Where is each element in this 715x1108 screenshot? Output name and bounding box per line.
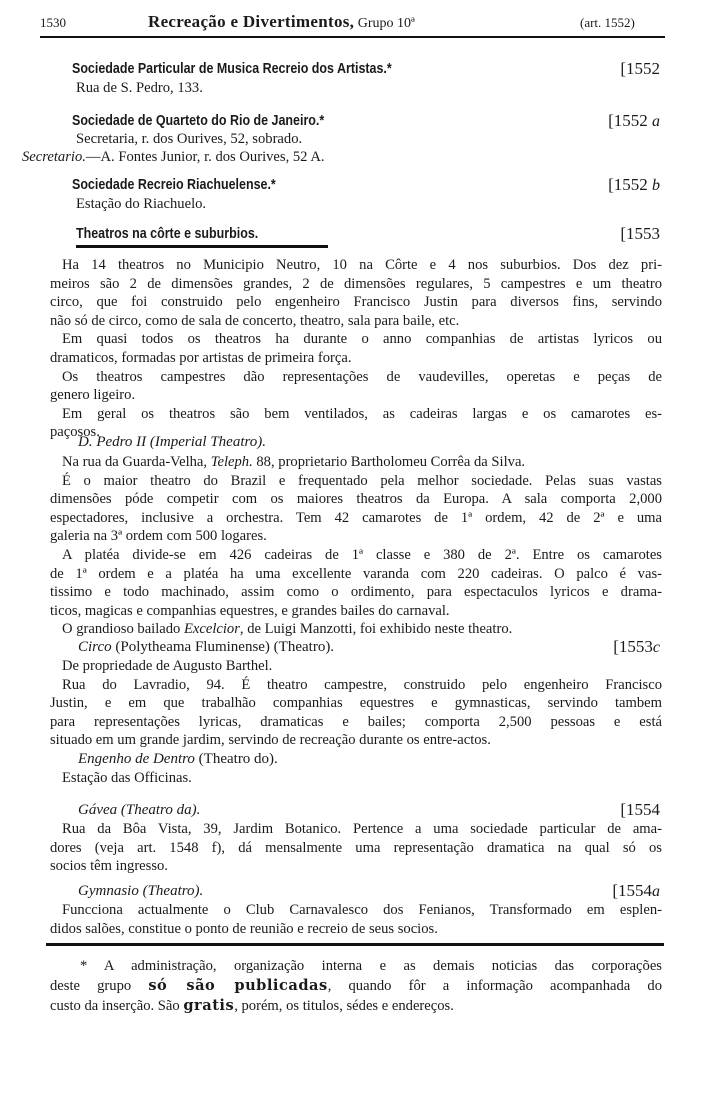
text-run: deste grupo [50, 978, 149, 994]
intro-text [50, 256, 662, 442]
article-ref [608, 175, 660, 195]
text-line: Estação das Officinas. [62, 770, 192, 786]
text-run: Teleph. [210, 454, 253, 470]
text-line: situado em um grande jardim, servindo de recreação durante os entre-actos. [50, 732, 491, 749]
theatre-name: Gávea (Theatro da). [78, 802, 201, 818]
theatre-text [50, 769, 662, 788]
article-ref [612, 881, 660, 901]
header-article: (art. 1552) [580, 15, 635, 30]
text-run: * A administração, organização interna e as demais noticias das corporações [80, 958, 662, 974]
text-run: Na rua da Guarda-Velha, [62, 454, 211, 470]
text-line [50, 996, 662, 1016]
entry-title: Sociedade de Quarteto do Rio de Janeiro.* [72, 113, 325, 129]
secretary-label: Secretario. [22, 149, 86, 165]
text-line: de 1ª ordem e a platéa ha uma excellente varanda com 220 cadeiras. O palco é vas- [50, 565, 662, 582]
text-line: De propriedade de Augusto Barthel. [62, 658, 273, 674]
text-line: circo, que foi construido pelo engenheiro Francisco Justin para diversos fins, servindo [50, 294, 662, 311]
article-ref-suffix: c [652, 639, 660, 656]
entry-address: Estação do Riachuelo. [76, 196, 207, 212]
text-line [50, 976, 662, 996]
theatre-heading-rest: (Theatro do). [194, 751, 278, 767]
running-header [0, 12, 715, 36]
text-line: espectadores, inclusive a orchestra. Tem 42 camarotes de 1ª ordem, 42 de 2ª e uma [50, 509, 662, 526]
header-title [148, 12, 415, 32]
text-line: A platéa divide-se em 426 cadeiras de 1ª classe e 380 de 2ª. Entre os camarotes [62, 546, 662, 563]
article-ref [620, 59, 660, 79]
text-run: , porém, os titulos, sédes e endereços. [234, 998, 454, 1014]
theatre-heading [78, 883, 203, 900]
text-line: galeria na 3ª ordem com 500 logares. [50, 528, 267, 545]
theatre-heading [78, 802, 200, 819]
text-line: É o maior theatro do Brazil e frequentado pela melhor sociedade. Pelas suas vastas [62, 472, 662, 489]
secretary-text: —A. Fontes Junior, r. dos Ourives, 52 A. [85, 149, 325, 165]
text-line: Ha 14 theatros no Municipio Neutro, 10 na Côrte e 4 nos suburbios. Dos dez pri- [62, 257, 662, 273]
text-run: , de Luigi Manzotti, foi exhibido neste theatro. [239, 621, 513, 638]
article-ref-number: [1553 [620, 224, 660, 243]
footnote [50, 956, 662, 1016]
theatre-name: Gymnasio (Theatro). [78, 883, 204, 899]
article-ref [620, 800, 660, 820]
article-ref-suffix: a [652, 113, 660, 130]
text-line: dores (veja art. 1548 f), dá mensalmente uma representação dramatica na qual só os [50, 839, 662, 856]
text-line: Em geral os theatros são bem ventilados, as cadeiras largas e os camarotes es- [62, 405, 662, 422]
text-line: socios têm ingresso. [50, 858, 168, 875]
article-ref [613, 637, 660, 657]
entry-title: Sociedade Recreio Riachuelense.* [72, 177, 276, 193]
article-ref-number: [1552 [608, 175, 652, 194]
text-line: dramaticos, formadas por artistas de primeira força. [50, 349, 352, 366]
article-ref-suffix: a [652, 883, 660, 900]
theatre-heading [78, 639, 334, 656]
text-line [50, 453, 662, 472]
theatre-text [50, 901, 662, 938]
text-line: Rua da Bôa Vista, 39, Jardim Botanico. Pertence a uma sociedade particular de ama- [62, 821, 662, 837]
article-ref [608, 111, 660, 131]
text-line: didos salões, constitue o ponto de reunião e recreio de seus socios. [50, 920, 438, 937]
text-run: gratis [183, 997, 235, 1014]
text-run: , quando fôr a informação acompanhada do [327, 978, 662, 994]
entry-address: Secretaria, r. dos Ourives, 52, sobrado. [76, 131, 303, 147]
theatre-text [50, 820, 662, 876]
article-ref-number: [1553 [613, 637, 653, 656]
page-number: 1530 [40, 15, 66, 30]
theatre-name: Circo [78, 639, 112, 655]
text-line: Justin, e em que trabalhão companhias equestres e gymnasticas, servindo tambem [50, 695, 662, 712]
text-line: Funcciona actualmente o Club Carnavalesco dos Fenianos, Transformado em esplen- [62, 902, 662, 918]
text-line: Rua do Lavradio, 94. É theatro campestre, construido pelo engenheiro Francisco [62, 676, 662, 693]
entry-secretary [22, 149, 325, 166]
text-line: genero ligeiro. [50, 387, 136, 404]
text-line: tissimo e todo machinado, assim como o ordimento, para espectaculos lyricos e drama- [50, 584, 662, 601]
text-run: só são publicadas [148, 977, 328, 994]
text-line: ticos, magicas e companhias equestres, e grandes bailes do carnaval. [50, 602, 450, 619]
header-title-text: Recreação e Divertimentos, [148, 12, 355, 31]
text-run: Excelcior [184, 621, 240, 638]
header-rule [40, 36, 665, 38]
theatre-name: D. Pedro II (Imperial Theatro). [78, 434, 267, 450]
text-run: custo da inserção. São [50, 998, 184, 1014]
theatre-text [50, 657, 662, 750]
entry-address: Rua de S. Pedro, 133. [76, 80, 203, 96]
text-line: paçosos. [50, 424, 100, 441]
text-run: O grandioso bailado [62, 621, 184, 638]
text-line: Os theatros campestres dão representações de vaudevilles, operetas e peças de [62, 368, 662, 385]
entry-title: Sociedade Particular de Musica Recreio dos Artistas.* [72, 61, 392, 77]
article-ref-number: [1554 [620, 800, 660, 819]
text-line: dimensões póde competir com os maiores theatros da Europa. A sala comporta 2,000 [50, 491, 662, 508]
text-line: para representações lyricas, dramaticas e bailes; comporta 2,500 pessoas e está [50, 713, 662, 730]
theatre-text [50, 453, 662, 639]
text-line [50, 620, 662, 639]
theatre-heading-rest: (Polytheama Fluminense) (Theatro). [111, 639, 335, 655]
article-ref-number: [1554 [612, 881, 652, 900]
section-heading: Theatros na côrte e suburbios. [76, 226, 259, 242]
section-underline [76, 245, 328, 248]
theatre-name: Engenho de Dentro [78, 751, 195, 767]
text-line: não só de circo, como de sala de concerto, theatro, sala para baile, etc. [50, 312, 460, 329]
theatre-heading [78, 751, 278, 768]
footnote-rule [46, 943, 664, 946]
theatre-heading [78, 434, 266, 451]
text-line: meiros são 2 de dimensões grandes, 2 de dimensões regulares, 5 campestres e um theatro [50, 275, 662, 292]
article-ref-number: [1552 [620, 59, 660, 78]
text-line [50, 956, 662, 976]
text-line: Em quasi todos os theatros ha durante o anno companhias de artistas lyricos ou [62, 331, 662, 348]
header-group: Grupo 10ª [354, 16, 415, 31]
text-run: 88, proprietario Bartholomeu Corrêa da Silva. [252, 454, 526, 470]
article-ref-suffix: b [652, 177, 660, 194]
article-ref [620, 224, 660, 244]
article-ref-number: [1552 [608, 111, 652, 130]
